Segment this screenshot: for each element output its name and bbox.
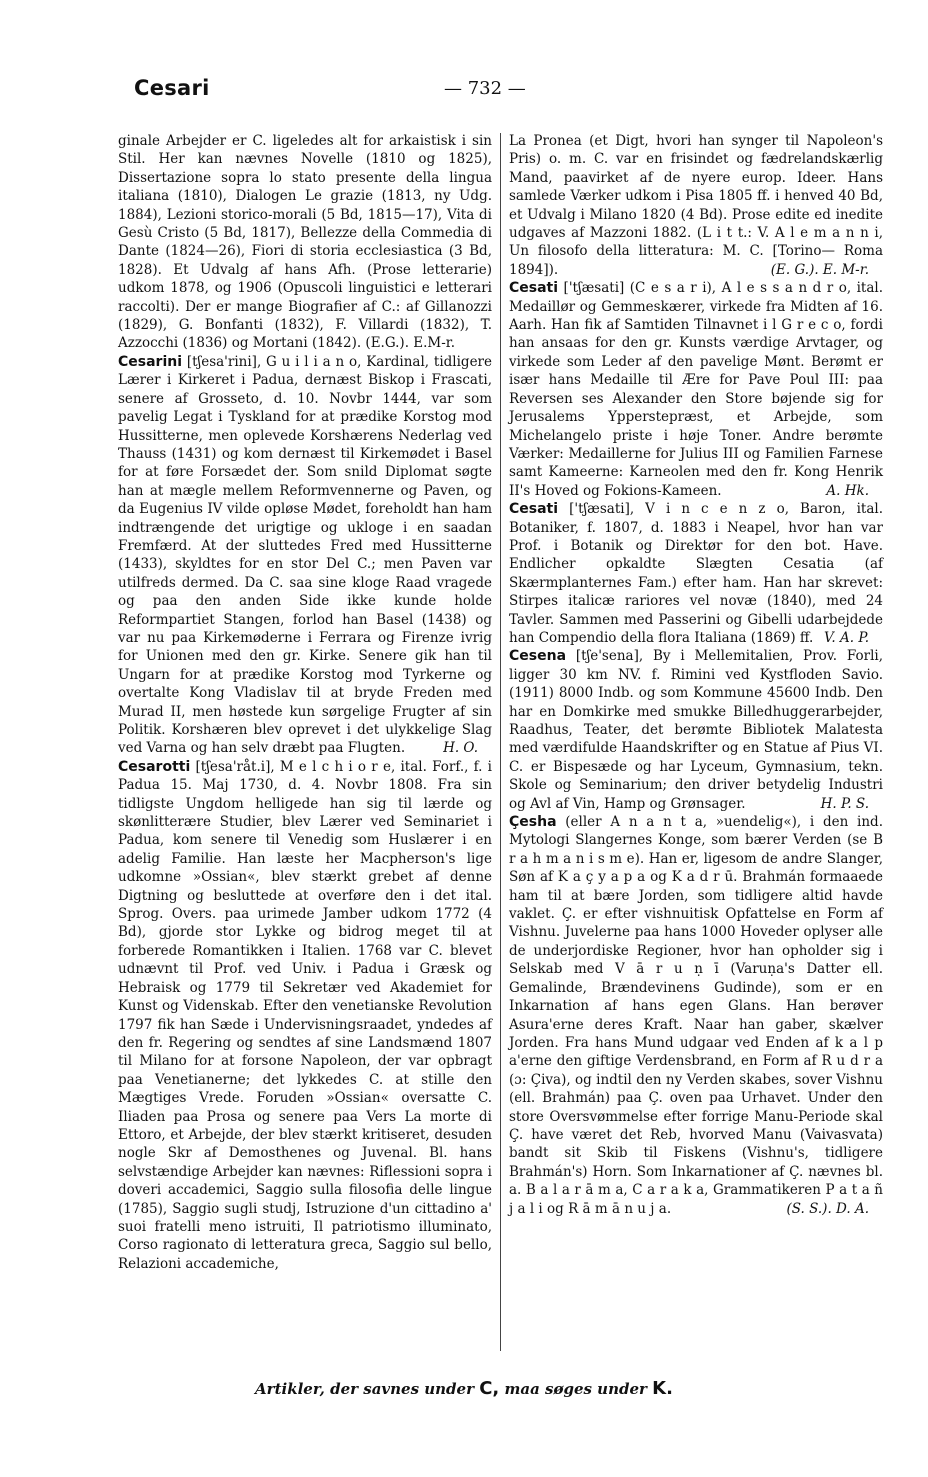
entry-cesena	[509, 647, 883, 813]
author-signature: H. P. S.	[820, 795, 869, 812]
entry-cesarotti	[118, 758, 492, 1273]
page-number: — 732 —	[444, 78, 526, 99]
entry-headword: Cesati	[509, 501, 559, 518]
entry-headword: Cesarotti	[118, 758, 191, 775]
footer-letter: C,	[479, 1378, 500, 1399]
running-header	[134, 76, 824, 106]
column-divider	[500, 133, 501, 1351]
left-column	[118, 132, 492, 1273]
entry-text: La Pronea (et Digt, hvori han synger til Napoleon's Pris) o. m. C. var en frisindet og fædrelandskærlig Mand, paavirket af de nyere europ. Ideer. Hans samlede Værker udkom i Pisa 1805 ff. i henved 40 Bd, et Udvalg i Milano 1820 (4 Bd). Prose edite ed inedite udgaves af Mazzoni 1882. (L i t t.: V. A l e m a n n i, Un filosofo della litteratura: M. C. [Torino— Roma 1894]).	[509, 133, 883, 278]
entry-cesati-vincenzo	[509, 500, 883, 647]
paragraph-continuation	[509, 132, 883, 279]
entry-headword: Cesena	[509, 648, 567, 665]
entry-headword: Çesha	[509, 814, 557, 831]
footer-text: maa søges under	[499, 1380, 653, 1398]
entry-cesha	[509, 813, 883, 1218]
entry-text: [tʃesa'rini], G u i l i a n o, Kardinal, tidligere Lærer i Kirkeret i Padua, dernæst Biskop i Frascati, senere af Grosseto, d. 10. Novbr 1444, var som pavelig Legat i Tyskland for at prædike Korstog mod Hussitterne, men oplevede Korshærens Nederlag ved Thauss (1431) og kom dernæst til Kirkemødet i Basel for at føre Forsædet der. Som snild Diplomat søgte han at mægle mellem Reformvennerne og Paven, og da Eugenius IV vilde opløse Mødet, foreholdt han ham indtrængende det urigtige og ukloge i en saadan Fremfærd. At der sluttedes Fred med Hussitterne (1433), skyldtes for en stor Del C.; men Paven var utilfreds dermed. Da C. saa sine kloge Raad vragede og paa den anden Side ikke kunde holde Reformpartiet Stangen, forlod han Basel (1438) og var nu paa Kirkemøderne i Ferrara og Firenze ivrig for Unionen med den gr. Kirke. Senere gik han til Ungarn for at prædike Korstog mod Tyrkerne og overtalte Kong Vladislav til at bryde Freden med Murad II, men høstede kun sørgelige Frugter af sin Politik. Korshæren blev oprevet i det ulykkelige Slag ved Varna og han selv dræbt paa Flugten.	[118, 353, 493, 757]
entry-text: [tʃesa'råt.i], M e l c h i o r e, ital. Forf., f. i Padua 15. Maj 1730, d. 4. Novbr 1808. Fra sin tidligste Ungdom helligede han sig til lærde og skønlitterære Studier, blev Lærer ved Seminariet i Padua, kom senere til Venedig som Huslærer i en adelig Familie. Han læste her Macpherson's lige udkomne »Ossian«, blev stærkt grebet af denne Digtning og besluttede at overføre den i det ital. Sprog. Overs. paa urimede Jamber udkom 1772 (4 Bd), gjorde stor Lykke og bidrog meget til at forberede Romantikken i Italien. 1768 var C. blevet udnævnt til Prof. ved Univ. i Padua i Græsk og Hebraisk og 1779 til Sekretær ved Akademiet for Kunst og Videnskab. Efter den venetianske Revolution 1797 fik han Sæde i Undervisningsraadet, yndedes af den fr. Regering og sendtes af sine Landsmænd 1807 til Milano for at forsone Napoleon, der var opbragt paa Venetianerne; det lykkedes C. at stille den Mægtiges Vrede. Foruden »Ossian« oversatte C. Iliaden paa Prosa og senere paa Vers La morte di Ettoro, et Arbejde, der blev stærkt kritiseret, desuden nogle Skr af Demosthenes og Juvenal. Bl. hans selvstændige Arbejder kan nævnes: Riflessioni sopra i doveri accademici, Saggio sulla filosofia delle lingue (1785), Saggio sugli studj, Istruzione d'un cittadino a' suoi fratelli meno istruiti, Il patriotismo illuminato, Corso ragionato di letteratura greca, Saggio sul bello, Relazioni accademiche,	[118, 758, 492, 1272]
cross-reference-note	[0, 1378, 928, 1399]
entry-text: (eller A n a n t a, »uendelig«), i den ind. Mytologi Slangernes Konge, som bærer Verden (se B r a h m a n i s m e). Han er, ligesom de andre Slanger, Søn af K a ç y a p a og K a d r ū. Brahmán formaaede ham til at bære Jorden, som tidligere altid havde vaklet. Ç. er efter vishnuitisk Opfattelse en Form af Vishnu. Juvelerne paa hans 1000 Hoveder oplyser alle de underjordiske Regioner, hvor han opholder sig i Selskab med V ā r u ṇ ī (Varuṇa's Datter ell. Gemalinde, Brændevinens Gudinde), som er en Inkarnation af hans egen Glans. Han berøver Asura'erne deres Kraft. Naar han gaber, skælver Jorden. Fra hans Mund udgaar ved Enden af k a l p a'erne den giftige Verdensbrand, en Form af R u d r a (ɔ: Çiva), og indtil den ny Verden skabes, sover Vishnu (ell. Brahmán) paa Ç. oven paa Urhavet. Under den store Oversvømmelse efter forrige Manu-Periode skal Ç. have været det Reb, hvorved Manu (Vaivasvata) bandt sit Skib til Fiskens (Vishnu's, tidligere Brahmán's) Horn. Som Inkarnationer af Ç. nævnes bl. a. B a l a r ā m a, C a r a k a, Grammatikeren P a t a ñ j a l i og R ā m ā n u j a.	[509, 814, 883, 1217]
entry-headword: Cesati	[509, 280, 559, 297]
right-column	[509, 132, 883, 1218]
entry-cesati-alessandro	[509, 279, 883, 500]
footer-letter: K.	[652, 1378, 673, 1399]
author-signature: (E. G.). E. M-r.	[770, 261, 869, 278]
running-headword: Cesari	[134, 76, 210, 100]
author-signature: H. O.	[443, 740, 478, 757]
author-signature: (S. S.). D. A.	[786, 1200, 869, 1217]
entry-text: ['tʃæsati] (C e s a r i), A l e s s a n d r o, ital. Medaillør og Gemmeskærer, virkede fra Midten af 16. Aarh. Han fik af Samtiden Tilnavnet i l G r e c o, fordi han ansaas for den gr. Kunsts værdige Arvtager, og virkede som Leder af den pavelige Mønt. Berømt er især hans Medaille til Ære for Pave Poul III: paa Reversen ses Alexander den Store bøjende sig for Jerusalems Ypperstepræst, et Arbejde, som Michelangelo priste i høje Toner. Andre berømte Værker: Medaillerne for Julius III og Familien Farnese samt Kameerne: Karneolen med den fr. Kong Henrik II's Hoved og Fokions-Kameen.	[509, 280, 884, 499]
entry-headword: Cesarini	[118, 353, 183, 370]
author-signature: V. A. P.	[824, 629, 869, 646]
footer-text: Artikler, der savnes under	[255, 1380, 480, 1398]
entry-text: [tʃe'sena], By i Mellemitalien, Prov. Forli, ligger 30 km NV. f. Rimini ved Kystfloden Savio. (1911) 8000 Indb. og som Kommune 45600 Indb. Den har en Domkirke med smukke Billedhuggerarbejder, Raadhus, Teater, det berømte Bibliotek Malatesta med værdifulde Haandskrifter og en Statue af Pius VI. C. er Bispesæde og har Lyceum, Gymnasium, tekn. Skole og Seminarium; den driver betydelig Industri og Avl af Vin, Hamp og Grønsager.	[509, 648, 884, 812]
entry-text: ['tʃæsati], V i n c e n z o, Baron, ital. Botaniker, f. 1807, d. 1883 i Neapel, hvor han var Prof. i Botanik og Direktør for den bot. Have. Endlicher opkaldte Slægten Cesatia (af Skærmplanternes Fam.) efter ham. Han har skrevet: Stirpes italicæ rariores vel novæ (1840), med 24 Tavler. Sammen med Passerini og Gibelli udarbejdede han Compendio della flora Italiana (1869) ff.	[509, 501, 884, 646]
author-signature: A. Hk.	[826, 482, 869, 499]
paragraph-continuation: ginale Arbejder er C. ligeledes alt for arkaistisk i sin Stil. Her kan nævnes Novelle (1810 og 1825), Dissertazione sopra lo stato presente della lingua italiana (1810), Dialogen Le grazie (1813, ny Udg. 1884), Lezioni storico-morali (5 Bd, 1815—17), Vita di Gesù Cristo (5 Bd, 1817), Bellezze della Commedia di Dante (1824—26), Fiori di storia ecclesiastica (3 Bd, 1828). Et Udvalg af hans Afh. (Prose letterarie) udkom 1878, og 1906 (Opuscoli linguistici e letterari raccolti). Der er mange Biografier af C.: af Gillanozzi (1829), G. Bonfanti (1832), F. Villardi (1832), T. Azzocchi (1836) og Mortani (1842). (E.G.). E.M-r.	[118, 133, 492, 352]
entry-cesarini	[118, 353, 492, 758]
